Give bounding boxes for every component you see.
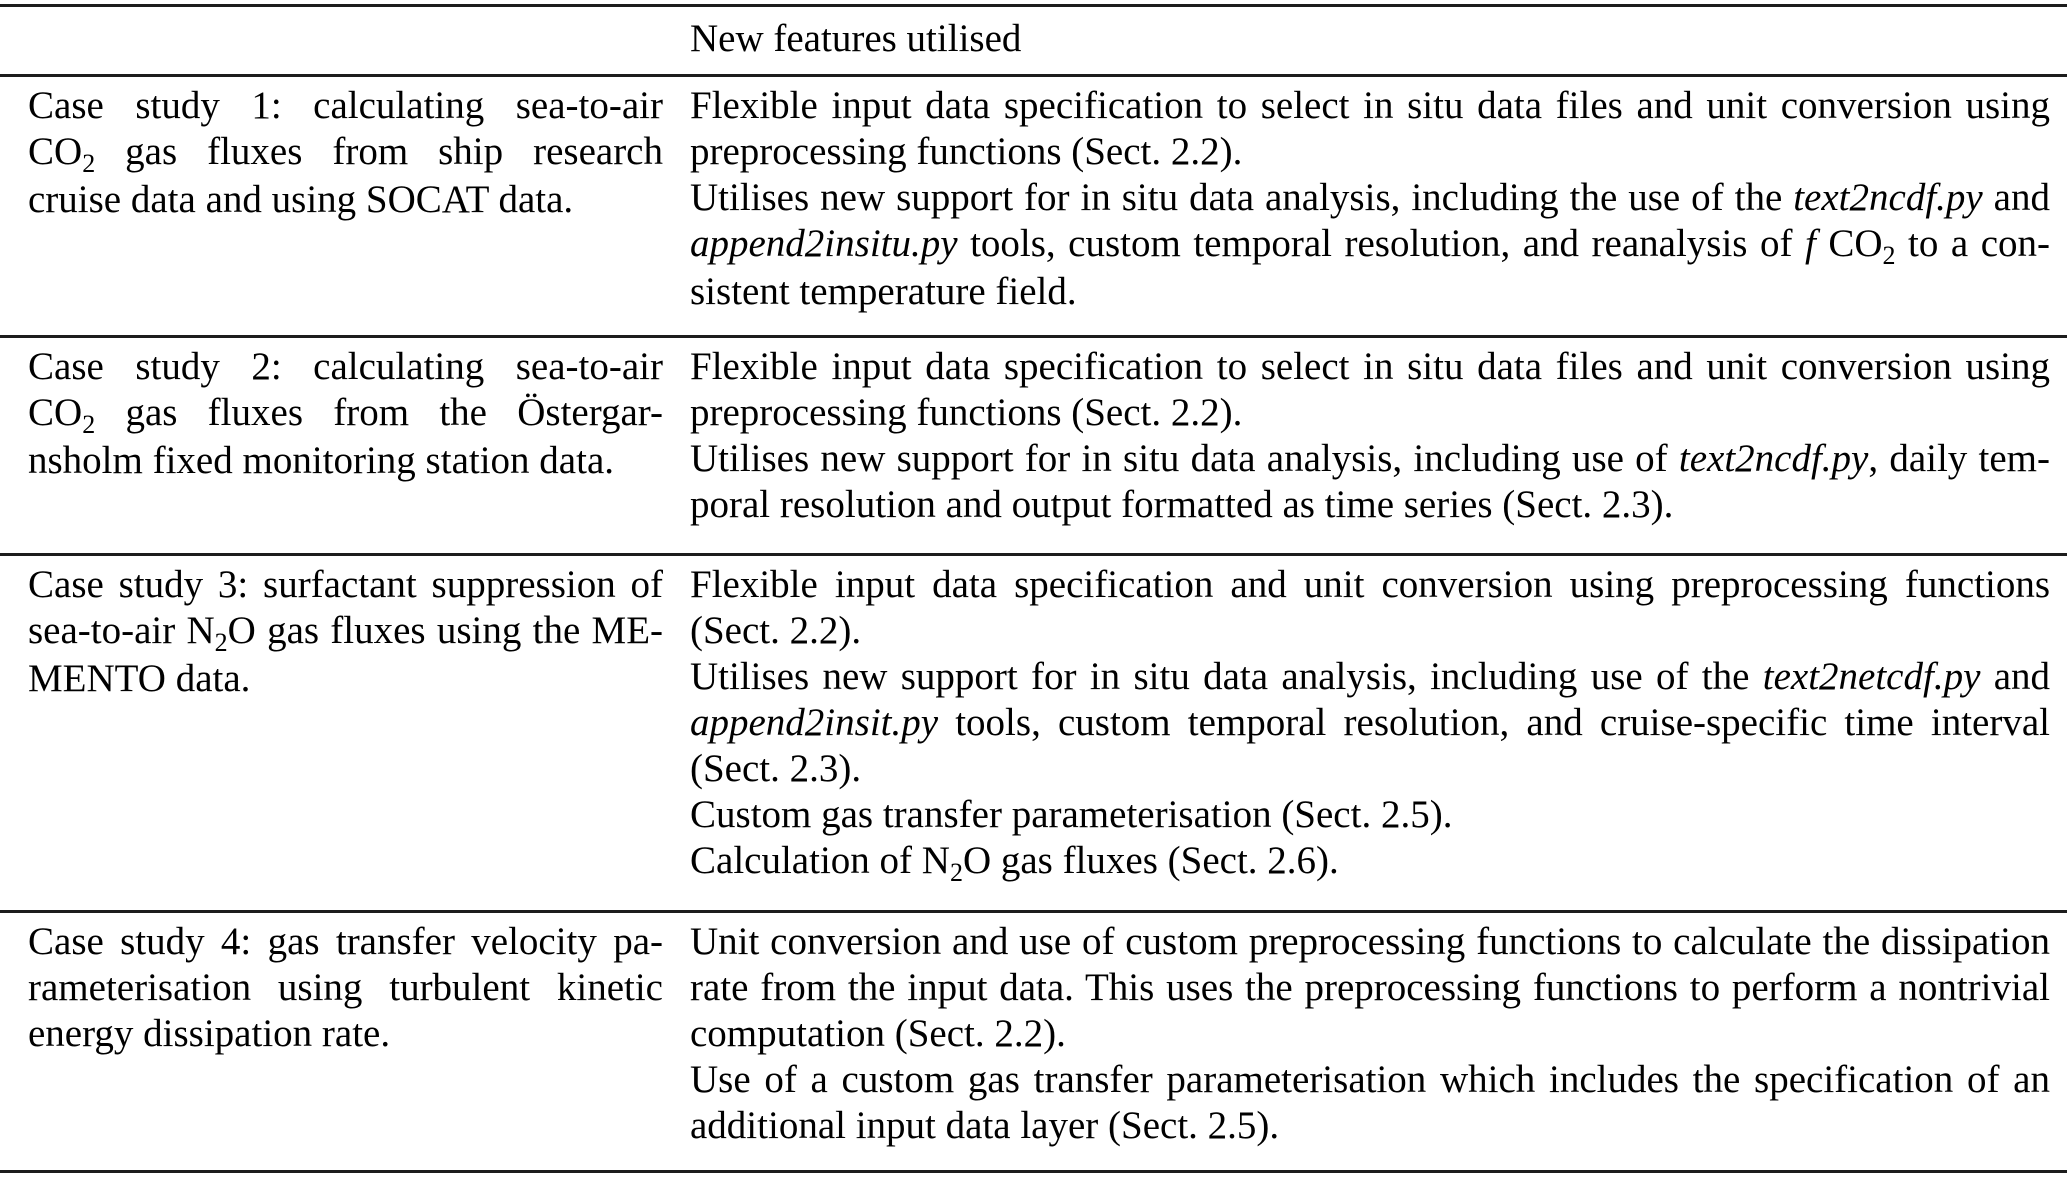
case-description-cell-2 xyxy=(28,344,663,484)
table-row-case-study-4 xyxy=(0,910,2067,1170)
text-run: , daily tem- xyxy=(1868,437,2050,480)
italic-run: f xyxy=(1804,222,1816,265)
paragraph xyxy=(28,344,663,484)
text-line xyxy=(690,919,2050,965)
text-run: CO xyxy=(28,391,83,434)
text-run: tools, custom temporal resolution, and reanalysis of xyxy=(957,222,1805,265)
case-description-cell-4 xyxy=(28,919,663,1057)
text-line xyxy=(28,344,663,390)
text-run: Calculation of N xyxy=(690,839,950,882)
paragraph xyxy=(690,919,2050,1057)
paragraph xyxy=(690,175,2050,315)
text-line xyxy=(690,1057,2050,1103)
italic-run: append2insitu.py xyxy=(690,222,958,265)
text-run: poral resolution and output formatted as time series (Sect. 2.3). xyxy=(690,483,1674,526)
text-run: tools, custom temporal resolution, and cruise-specific time interval xyxy=(938,701,2050,744)
text-line xyxy=(28,1011,663,1057)
paragraph xyxy=(690,792,2050,838)
table-row-case-study-3 xyxy=(0,553,2067,910)
text-line xyxy=(690,436,2050,482)
text-line xyxy=(28,390,663,438)
text-line xyxy=(28,83,663,129)
subscript: 2 xyxy=(82,410,96,439)
features-cell-2 xyxy=(690,344,2050,528)
subscript: 2 xyxy=(82,149,96,178)
text-run: energy dissipation rate. xyxy=(28,1012,391,1055)
text-line xyxy=(28,919,663,965)
table-row-case-study-1 xyxy=(0,74,2067,335)
text-run: MENTO data. xyxy=(28,657,251,700)
subscript: 2 xyxy=(214,628,228,657)
text-line xyxy=(690,344,2050,390)
text-line xyxy=(690,83,2050,129)
text-line xyxy=(28,965,663,1011)
text-line xyxy=(690,1103,2050,1149)
table-bottom-rule xyxy=(0,1170,2067,1173)
text-run: O gas fluxes using the ME- xyxy=(227,609,664,652)
text-run: Use of a custom gas transfer parameterisation which includes the specification of an xyxy=(690,1058,2050,1101)
text-line xyxy=(28,562,663,608)
paragraph xyxy=(690,1057,2050,1149)
text-run: rate from the input data. This uses the preprocessing functions to perform a nontrivial xyxy=(690,966,2050,1009)
text-run: O gas fluxes (Sect. 2.6). xyxy=(962,839,1339,882)
text-run: gas fluxes from ship research xyxy=(95,130,663,173)
text-line xyxy=(28,129,663,177)
features-cell-1 xyxy=(690,83,2050,315)
paragraph xyxy=(28,919,663,1057)
text-line xyxy=(28,177,663,223)
features-column-header: New features utilised xyxy=(690,17,1022,60)
text-run: sistent temperature field. xyxy=(690,270,1077,313)
text-run: sea-to-air N xyxy=(28,609,215,652)
text-line xyxy=(690,746,2050,792)
text-run: and xyxy=(1980,655,2051,698)
text-run: nsholm fixed monitoring station data. xyxy=(28,439,615,482)
subscript: 2 xyxy=(1882,241,1896,270)
italic-run: text2ncdf.py xyxy=(1793,176,1983,219)
text-line xyxy=(690,482,2050,528)
text-line xyxy=(690,654,2050,700)
text-run: preprocessing functions (Sect. 2.2). xyxy=(690,391,1243,434)
text-run: cruise data and using SOCAT data. xyxy=(28,178,574,221)
text-run: Custom gas transfer parameterisation (Sect. 2.5). xyxy=(690,793,1453,836)
text-line xyxy=(690,838,2050,886)
text-run: Flexible input data specification and unit conversion using preprocessing functions xyxy=(690,563,2050,606)
text-line xyxy=(28,656,663,702)
text-run: CO xyxy=(1815,222,1883,265)
case-description-cell-3 xyxy=(28,562,663,702)
text-line xyxy=(28,438,663,484)
text-run: Flexible input data specification to select in situ data files and unit conversion using xyxy=(690,84,2050,127)
text-line xyxy=(28,608,663,656)
paragraph xyxy=(690,562,2050,654)
paragraph xyxy=(28,562,663,702)
text-run: to a con- xyxy=(1895,222,2050,265)
text-run: rameterisation using turbulent kinetic xyxy=(28,966,663,1009)
text-line xyxy=(690,221,2050,269)
text-line xyxy=(690,269,2050,315)
paragraph xyxy=(690,83,2050,175)
text-run: Case study 1: calculating sea-to-air xyxy=(28,84,663,127)
text-run: (Sect. 2.2). xyxy=(690,609,862,652)
text-line xyxy=(690,175,2050,221)
text-line xyxy=(690,700,2050,746)
case-description-cell-1 xyxy=(28,83,663,223)
text-run: Utilises new support for in situ data analysis, including use of xyxy=(690,437,1679,480)
text-run: CO xyxy=(28,130,83,173)
paragraph xyxy=(690,654,2050,792)
text-run: additional input data layer (Sect. 2.5). xyxy=(690,1104,1280,1147)
features-cell-3 xyxy=(690,562,2050,886)
text-line xyxy=(690,129,2050,175)
italic-run: text2netcdf.py xyxy=(1762,655,1981,698)
paragraph xyxy=(690,436,2050,528)
header-cell-features xyxy=(690,16,2050,62)
text-run: Case study 4: gas transfer velocity pa- xyxy=(28,920,663,963)
paragraph xyxy=(690,838,2050,886)
text-line xyxy=(690,1011,2050,1057)
text-run: and xyxy=(1982,176,2050,219)
features-cell-4 xyxy=(690,919,2050,1149)
text-run: Utilises new support for in situ data analysis, including the use of the xyxy=(690,176,1794,219)
text-run: computation (Sect. 2.2). xyxy=(690,1012,1066,1055)
table-row-case-study-2 xyxy=(0,335,2067,553)
text-run: Case study 2: calculating sea-to-air xyxy=(28,345,663,388)
text-line xyxy=(690,390,2050,436)
paragraph xyxy=(690,344,2050,436)
text-run: Case study 3: surfactant suppression of xyxy=(28,563,663,606)
text-run: Flexible input data specification to select in situ data files and unit conversion using xyxy=(690,345,2050,388)
text-run: (Sect. 2.3). xyxy=(690,747,862,790)
text-line xyxy=(690,562,2050,608)
text-line xyxy=(690,965,2050,1011)
subscript: 2 xyxy=(949,858,963,887)
text-run: Unit conversion and use of custom preprocessing functions to calculate the dissipation xyxy=(690,920,2050,963)
text-run: preprocessing functions (Sect. 2.2). xyxy=(690,130,1243,173)
table-header-row xyxy=(0,7,2067,74)
text-line xyxy=(690,792,2050,838)
text-run: gas fluxes from the Östergar- xyxy=(95,391,663,434)
italic-run: text2ncdf.py xyxy=(1678,437,1869,480)
text-line xyxy=(690,608,2050,654)
text-run: Utilises new support for in situ data analysis, including use of the xyxy=(690,655,1763,698)
paragraph xyxy=(28,83,663,223)
italic-run: append2insit.py xyxy=(690,701,939,744)
